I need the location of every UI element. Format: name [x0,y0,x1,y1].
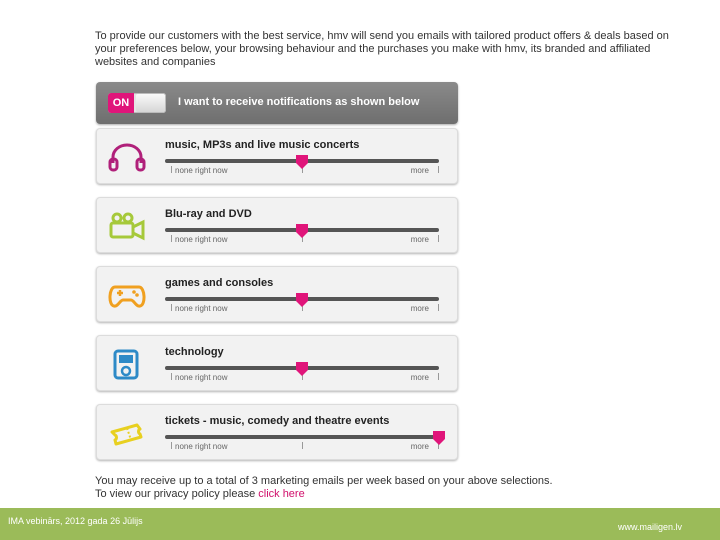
preference-slider-track[interactable] [165,435,439,439]
slider-tick [438,373,439,380]
category-card-technology [96,335,458,391]
slider-thumb[interactable] [433,431,445,445]
slider-min-label: none right now [175,373,228,382]
email-limit-text: You may receive up to a total of 3 marketing emails per week based on your above selections. [95,475,553,487]
slider-tick [438,235,439,242]
event-caption: IMA vebinārs, 2012 gada 26 Jūlijs [8,516,143,526]
toggle-on-label: ON [108,93,134,113]
slider-min-label: none right now [175,166,228,175]
website-url: www.mailigen.lv [617,522,682,532]
privacy-policy-link[interactable]: click here [258,488,305,500]
slider-tick [171,166,172,173]
privacy-line [95,488,553,501]
slider-min-label: none right now [175,442,228,451]
slider-max-label: more [410,442,429,451]
slider-min-label: none right now [175,304,228,313]
slider-max-label: more [410,304,429,313]
slider-max-label: more [410,166,429,175]
slider-max-label: more [410,373,429,382]
bottom-bar [0,508,720,540]
category-title: technology [165,346,224,358]
slider-thumb[interactable] [296,224,308,238]
category-title: Blu-ray and DVD [165,208,252,220]
category-title: music, MP3s and live music concerts [165,139,360,151]
master-notifications-bar [96,82,458,124]
category-card-games [96,266,458,322]
slider-thumb[interactable] [296,362,308,376]
slider-tick [171,304,172,311]
ticket-icon [107,417,147,449]
video-camera-icon [107,210,147,242]
footer-text [95,475,553,501]
category-title: games and consoles [165,277,274,289]
category-card-music [96,128,458,184]
master-label: I want to receive notifications as shown below [178,96,420,108]
mp3-player-icon [107,348,147,380]
slider-tick [171,442,172,449]
notifications-toggle[interactable] [108,93,166,113]
category-card-tickets [96,404,458,460]
category-card-bluray-dvd [96,197,458,253]
slider-tick [171,373,172,380]
slider-tick [302,442,303,449]
slider-thumb[interactable] [296,293,308,307]
headphones-icon [107,141,147,173]
slider-tick [171,235,172,242]
slider-min-label: none right now [175,235,228,244]
slider-max-label: more [410,235,429,244]
gamepad-icon [107,279,147,311]
slider-tick [438,166,439,173]
slider-tick [438,304,439,311]
intro-text: To provide our customers with the best service, hmv will send you emails with tailored product offers & deals based on your preferences below, your browsing behaviour and the purchases you make with hmv, its branded and affiliated websites and companies [95,30,669,68]
toggle-knob[interactable] [136,94,165,112]
category-title: tickets - music, comedy and theatre events [165,415,390,427]
slider-thumb[interactable] [296,155,308,169]
privacy-prefix: To view our privacy policy please [95,488,259,500]
